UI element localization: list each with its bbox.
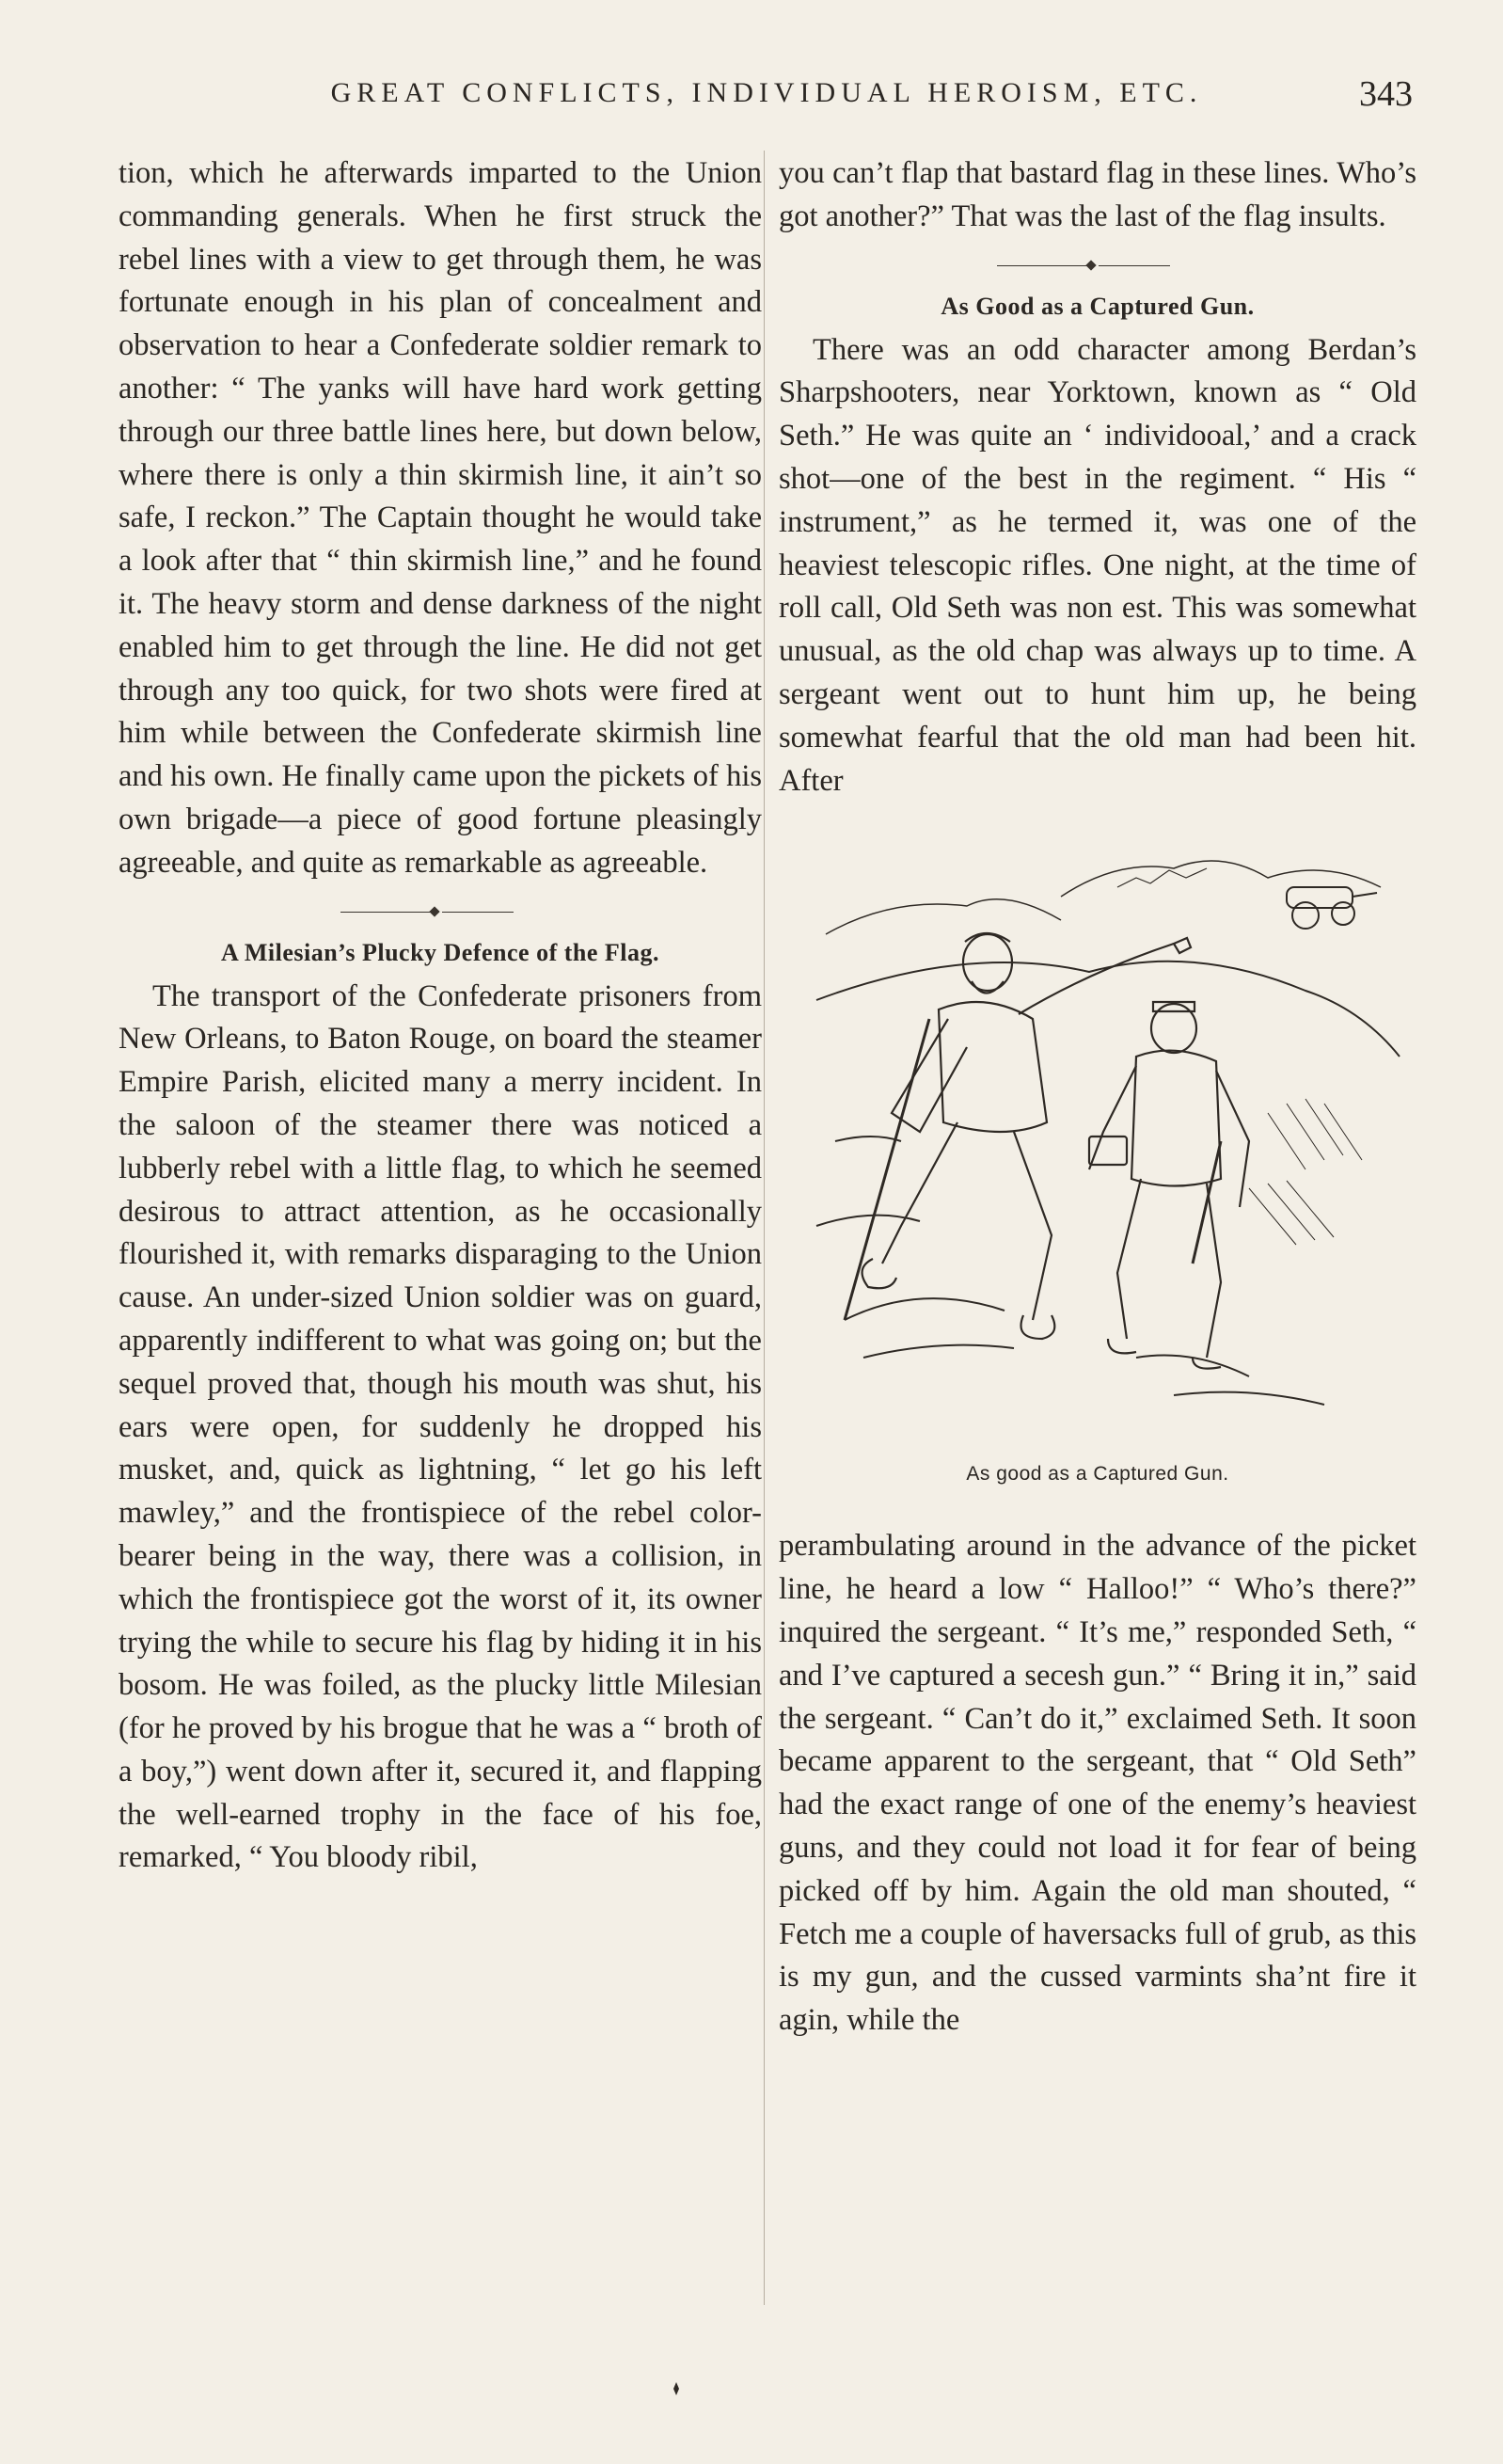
paragraph-continued: tion, which he afterwards imparted to the Union commanding generals. When he first struck the rebel lines with a view to get through them, he was fortunate enough in his plan of concealment and observation to hear a Confederate soldier remark to another: “ The yanks will have hard work getting through our three battle lines here, but down below, where there is only a thin skirmish line, it ain’t so safe, I reckon.” The Captain thought he would take a look after that “ thin skirmish line,” and he found it. The heavy storm and dense darkness of the night enabled him to get through the line. He did not get through any too quick, for two shots were fired at him while between the Confederate skirmish line and his own. He finally came upon the pickets of his own brigade—a piece of good fortune pleasingly agreeable, and quite as remarkable as agreeable. bbox=[119, 156, 762, 880]
section-paragraph: There was an odd character among Berdan’s Sharpshooters, near Yorktown, known as “ Old Seth.” He was quite an ‘ individooal,’ and a crack shot—one of the best in the regiment. “ His “ instrument,” as he termed it, was one of the heaviest telescopic rifles. One night, at the time of roll call, Old Seth was non est. This was somewhat unusual, as the old chap was always up to time. A sergeant went out to hunt him up, he being somewhat fearful that the old man had been hit. After bbox=[779, 332, 1416, 798]
engraving-two-soldiers-cannon-icon bbox=[779, 831, 1416, 1452]
section-heading: As Good as a Captured Gun. bbox=[941, 292, 1255, 320]
old-seth-figure bbox=[845, 933, 1191, 1339]
column-rule bbox=[764, 151, 765, 2305]
right-column bbox=[779, 152, 1416, 2043]
figure-caption: As good as a Captured Gun. bbox=[966, 1463, 1229, 1486]
printer-mark-icon bbox=[670, 2382, 683, 2395]
cannon-icon bbox=[1287, 887, 1377, 929]
page-number: 343 bbox=[1359, 74, 1413, 114]
section-paragraph-continued: perambulating around in the advance of the picket line, he heard a low “ Halloo!” “ Who’s there?” inquired the sergeant. “ It’s me,” responded Seth, “ and I’ve captured a secesh gun.” “ Bring it in,” said the sergeant. “ Can’t do it,” exclaimed Seth. It soon became apparent to the sergeant, that “ Old Seth” had the exact range of one of the enemy’s heaviest guns, and they could not load it for fear of being picked off by him. Again the old man shouted, “ Fetch me a couple of haversacks full of grub, as this is my gun, and the cussed varmints sha’nt fire it agin, while the bbox=[779, 1529, 1416, 2038]
section-divider bbox=[779, 250, 1416, 282]
section-paragraph: The transport of the Confederate prisoners from New Orleans, to Baton Rouge, on board the steamer Empire Parish, elicited many a merry incident. In the saloon of the steamer there was noticed a lubberly rebel with a little flag, to which he seemed desirous to attract attention, as he occasionally flourished it, with remarks disparaging to the Union cause. An under-sized Union soldier was on guard, apparently indifferent to what was going on; but the sequel proved that, though his mouth was shut, his ears were open, for suddenly he dropped his musket, and, quick as lightning, “ let go his left mawley,” and the frontispiece of the rebel color-bearer being in the way, there was a collision, in which the frontispiece got the worst of it, its owner trying the while to secure his flag by hiding it in his bosom. He was foiled, as the plucky little Milesian (for he proved by his brogue that he was a “ broth of a boy,”) went down after it, secured it, and flapping the well-earned trophy in the face of his foe, remarked, “ You bloody ribil, bbox=[119, 978, 762, 1875]
section-heading: A Milesian’s Plucky Defence of the Flag. bbox=[220, 938, 660, 966]
left-column bbox=[119, 152, 762, 1880]
running-head: GREAT CONFLICTS, INDIVIDUAL HEROISM, ETC. bbox=[330, 77, 1203, 108]
illustration bbox=[779, 831, 1416, 1487]
sergeant-figure bbox=[1089, 1002, 1249, 1369]
paragraph-continued: you can’t flap that bastard flag in these lines. Who’s got another?” That was the last of the flag insults. bbox=[779, 156, 1416, 233]
section-divider bbox=[119, 897, 762, 929]
